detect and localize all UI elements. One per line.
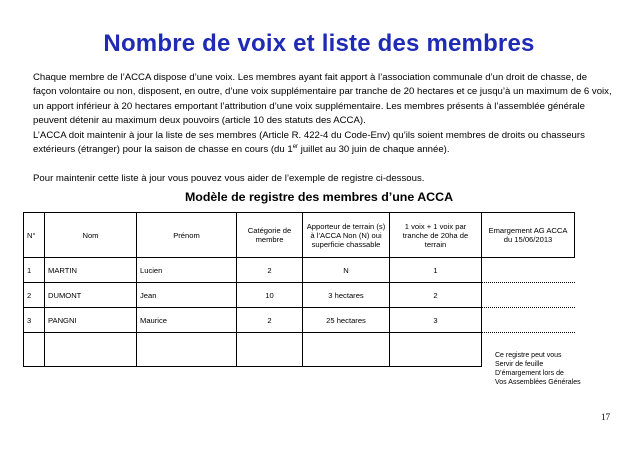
- cell-voix: 1: [390, 258, 482, 283]
- table-row: [24, 258, 575, 283]
- cell-nom: DUMONT: [45, 283, 137, 308]
- cell-emargement: [482, 258, 575, 283]
- cell-categorie: 10: [237, 283, 303, 308]
- cell-nom: PANGNI: [45, 308, 137, 333]
- paragraph-member-list: [33, 129, 613, 158]
- superscript-er: er: [292, 144, 299, 151]
- header-apporteur: Apporteur de terrain (s) à l’ACCA Non (N) oui superficie chassable: [303, 213, 390, 258]
- table-header-row: [24, 213, 575, 258]
- cell-categorie: 2: [237, 308, 303, 333]
- cell-prenom: Jean: [137, 283, 237, 308]
- members-register-table: [23, 212, 575, 367]
- paragraph-member-list-start: L’ACCA doit maintenir à jour la liste de ses membres (Article R. 422-4 du Code-Env) qu’ils soient membres de droits ou chasseurs extérieurs (étranger) pour la saison de chasse en cours (du 1: [33, 130, 585, 156]
- header-categorie: Catégorie de membre: [237, 213, 303, 258]
- cell-num: 1: [24, 258, 45, 283]
- header-voix: 1 voix + 1 voix par tranche de 20ha de terrain: [390, 213, 482, 258]
- paragraph-voting-rights: Chaque membre de l’ACCA dispose d’une voix. Les membres ayant fait apport à l’association communale d’un droit de chasse, de façon volontaire ou non, disposent, en outre, d’une voix supplémentaire par tranche de 20 hectares et ce jusqu’à un maximum de 6 voix, un apport inférieur à 20 hectares emportant l’attribution d’une voix supplémentaire. Les membres présents à l’assemblée générale peuvent détenir au maximum deux pouvoirs (article 10 des statuts des ACCA).: [33, 72, 612, 127]
- cell-apporteur: 3 hectares: [303, 283, 390, 308]
- note-line: Servir de feuille: [495, 361, 544, 368]
- header-nom: Nom: [45, 213, 137, 258]
- cell-nom: MARTIN: [45, 258, 137, 283]
- page-number: 17: [601, 412, 610, 422]
- cell-num: 2: [24, 283, 45, 308]
- header-emargement: Emargement AG ACCA du 15/06/2013: [482, 213, 575, 258]
- cell-empty: [390, 333, 482, 367]
- cell-empty: [137, 333, 237, 367]
- cell-num: 3: [24, 308, 45, 333]
- cell-categorie: 2: [237, 258, 303, 283]
- cell-apporteur: N: [303, 258, 390, 283]
- cell-emargement: [482, 283, 575, 308]
- header-num: N°: [24, 213, 45, 258]
- table-row-empty: [24, 333, 575, 367]
- cell-emargement: [482, 308, 575, 333]
- note-line: Vos Assemblées Générales: [495, 379, 581, 386]
- register-note: [495, 351, 581, 387]
- table-row: [24, 283, 575, 308]
- cell-voix: 3: [390, 308, 482, 333]
- paragraph-member-list-end: juillet au 30 juin de chaque année).: [298, 144, 450, 156]
- note-line: Ce registre peut vous: [495, 352, 562, 359]
- header-prenom: Prénom: [137, 213, 237, 258]
- table-row: [24, 308, 575, 333]
- note-line: D’émargement lors de: [495, 370, 564, 377]
- page-title: Nombre de voix et liste des membres: [103, 30, 535, 57]
- register-subtitle: Modèle de registre des membres d’une ACCA: [184, 190, 454, 204]
- cell-prenom: Maurice: [137, 308, 237, 333]
- cell-empty: [303, 333, 390, 367]
- cell-voix: 2: [390, 283, 482, 308]
- cell-empty: [45, 333, 137, 367]
- cell-apporteur: 25 hectares: [303, 308, 390, 333]
- cell-empty: [24, 333, 45, 367]
- cell-empty: [237, 333, 303, 367]
- paragraph-register-help: Pour maintenir cette liste à jour vous pouvez vous aider de l’exemple de registre ci-dessous.: [33, 173, 425, 184]
- cell-prenom: Lucien: [137, 258, 237, 283]
